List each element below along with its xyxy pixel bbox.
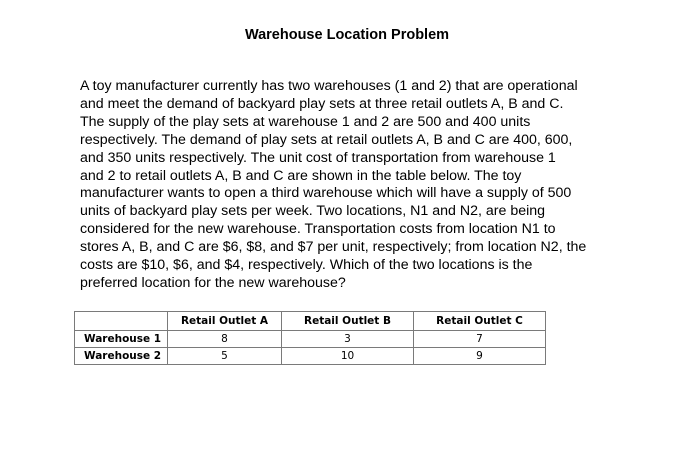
problem-line: manufacturer wants to open a third warehouse which will have a supply of 500 bbox=[80, 185, 572, 202]
table-cell: 8 bbox=[168, 331, 282, 348]
problem-line: The supply of the play sets at warehouse 1 and 2 are 500 and 400 units bbox=[80, 113, 531, 130]
problem-statement bbox=[80, 78, 640, 293]
problem-line: units of backyard play sets per week. Two locations, N1 and N2, are being bbox=[80, 203, 546, 220]
problem-line: costs are $10, $6, and $4, respectively. Which of the two locations is the bbox=[80, 257, 533, 274]
table-cell: 5 bbox=[168, 348, 282, 365]
table-header-row bbox=[75, 312, 546, 331]
problem-line: and 2 to retail outlets A, B and C are shown in the table below. The toy bbox=[80, 167, 522, 184]
row-header-warehouse-1: Warehouse 1 bbox=[75, 331, 168, 348]
problem-line: and 350 units respectively. The unit cost of transportation from warehouse 1 bbox=[80, 149, 556, 166]
table-cell: 7 bbox=[414, 331, 546, 348]
table-cell: 3 bbox=[282, 331, 414, 348]
problem-line: considered for the new warehouse. Transportation costs from location N1 to bbox=[80, 221, 556, 238]
row-header-warehouse-2: Warehouse 2 bbox=[75, 348, 168, 365]
table-row bbox=[75, 331, 546, 348]
column-header-retail-outlet-b: Retail Outlet B bbox=[282, 312, 414, 331]
page-title: Warehouse Location Problem bbox=[244, 27, 450, 43]
problem-line: preferred location for the new warehouse? bbox=[80, 274, 346, 291]
problem-line: and meet the demand of backyard play sets at three retail outlets A, B and C. bbox=[80, 95, 564, 112]
problem-line: stores A, B, and C are $6, $8, and $7 per unit, respectively; from location N2, the bbox=[80, 239, 587, 256]
column-header-retail-outlet-c: Retail Outlet C bbox=[414, 312, 546, 331]
problem-line: respectively. The demand of play sets at retail outlets A, B and C are 400, 600, bbox=[80, 131, 573, 148]
table-row bbox=[75, 348, 546, 365]
problem-line: A toy manufacturer currently has two warehouses (1 and 2) that are operational bbox=[80, 78, 578, 94]
transportation-cost-table bbox=[74, 311, 546, 365]
table-cell: 10 bbox=[282, 348, 414, 365]
table-corner-cell bbox=[75, 312, 168, 331]
table-cell: 9 bbox=[414, 348, 546, 365]
column-header-retail-outlet-a: Retail Outlet A bbox=[168, 312, 282, 331]
